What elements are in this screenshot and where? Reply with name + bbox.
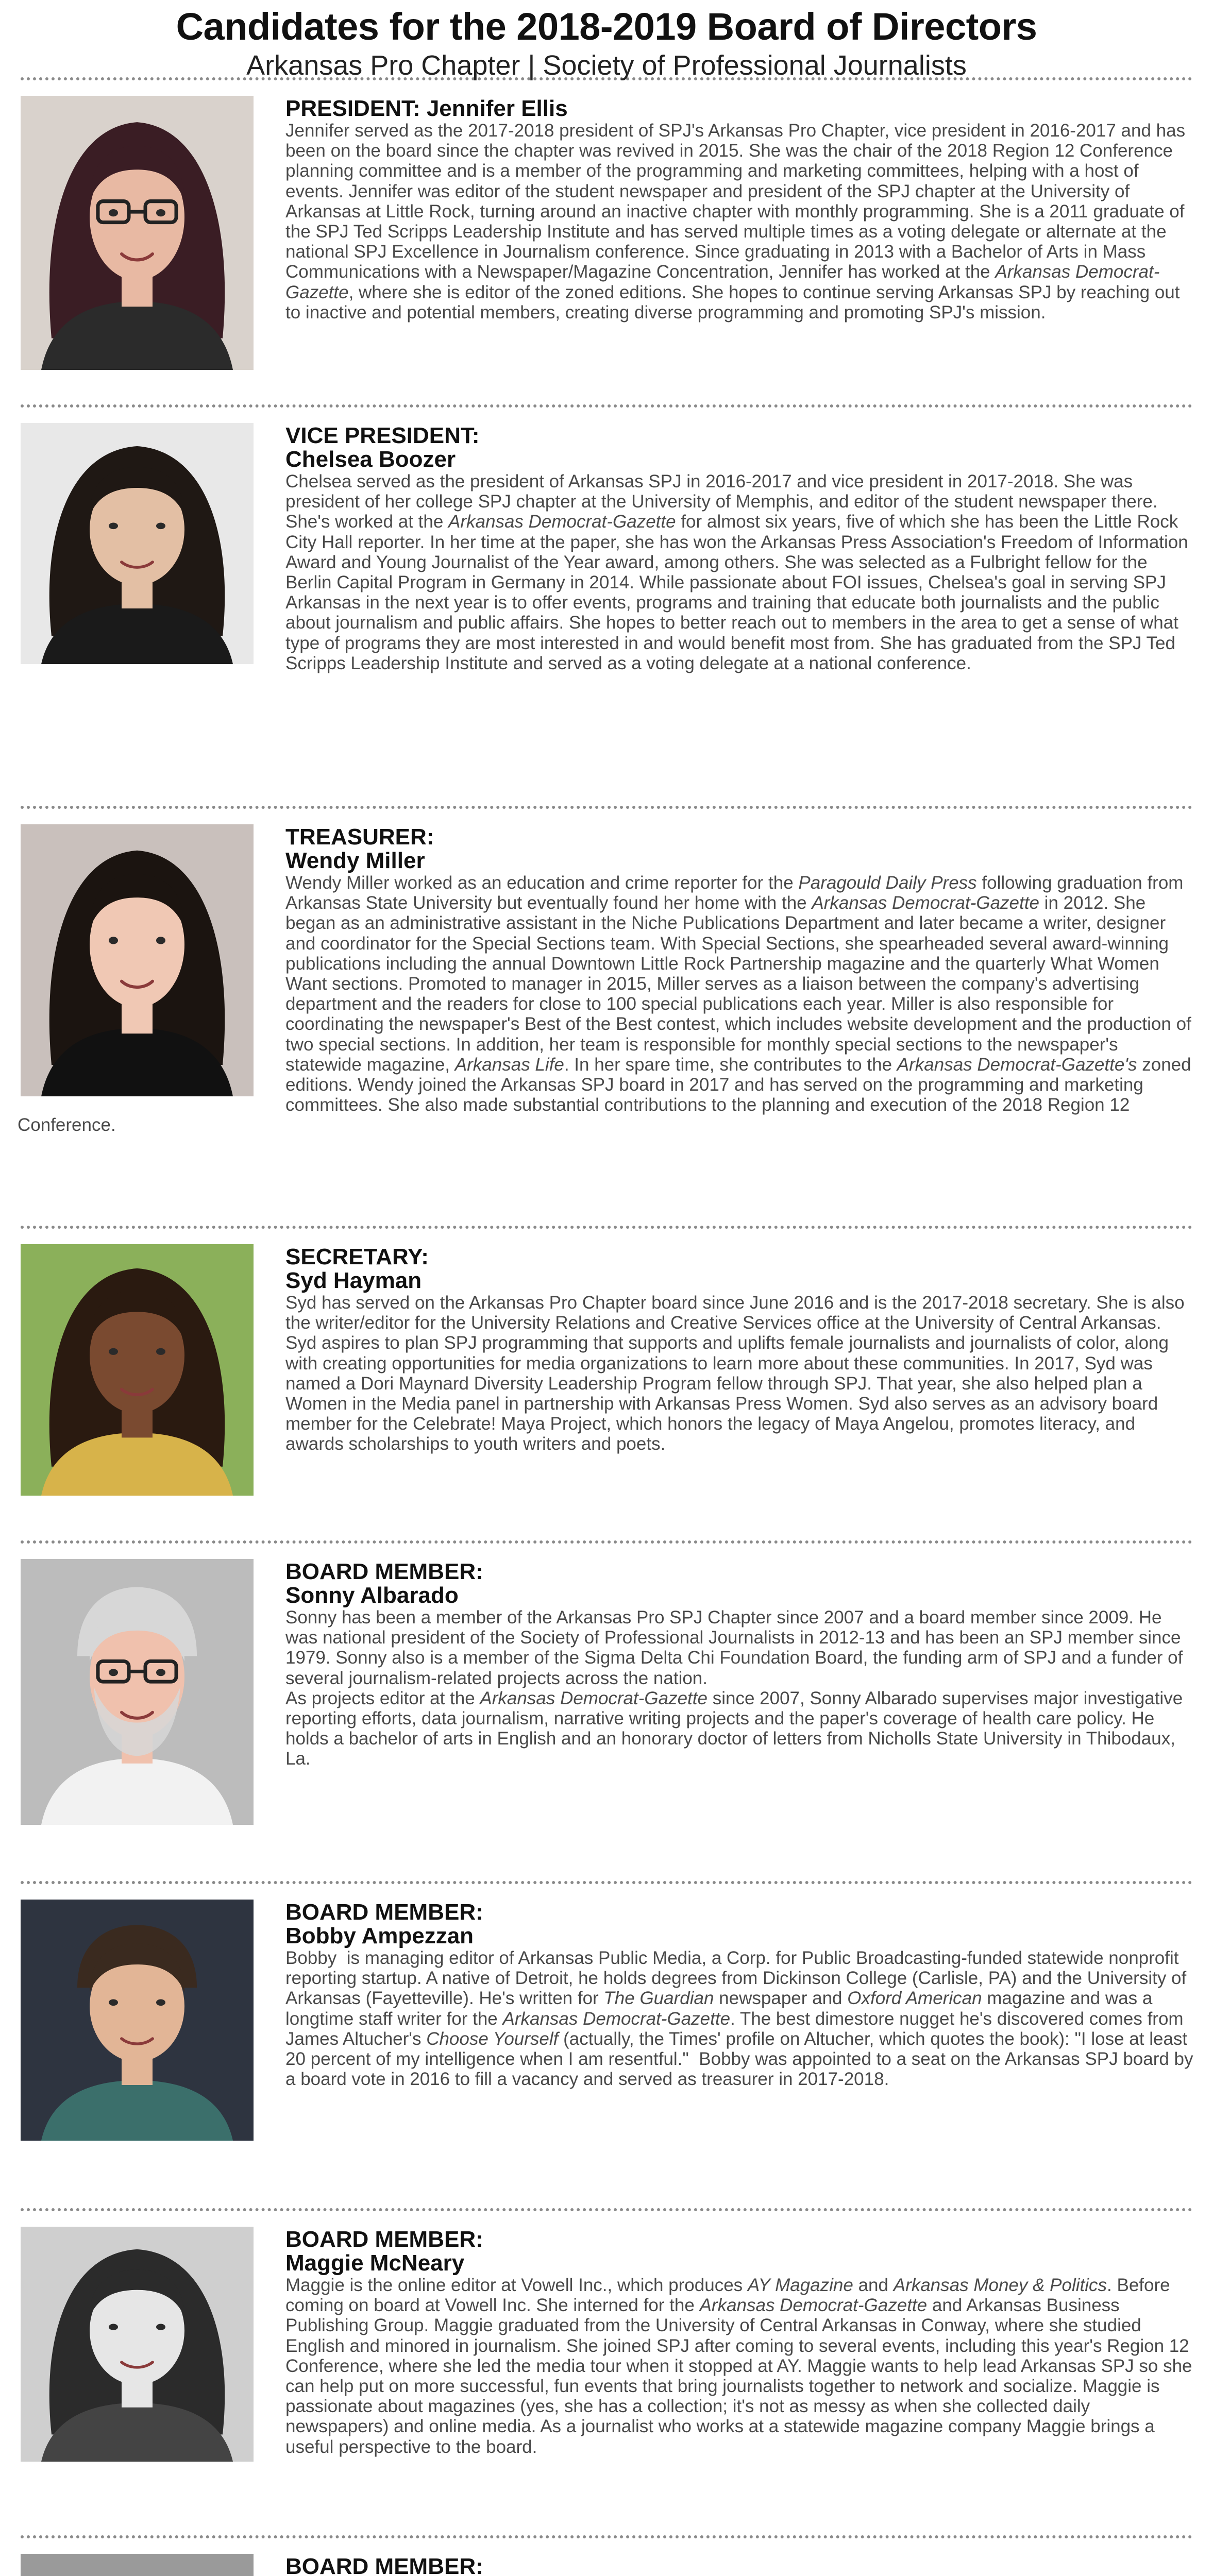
candidate-role: BOARD MEMBER: — [285, 2554, 483, 2576]
candidate-role: BOARD MEMBER: — [285, 2227, 483, 2252]
candidate-name: Wendy Miller — [285, 848, 425, 873]
candidate-profile — [18, 1884, 1195, 2208]
candidate-photo — [21, 2227, 254, 2462]
candidate-photo — [21, 824, 254, 1096]
candidate-photo — [21, 423, 254, 664]
candidate-role: VICE PRESIDENT: — [285, 423, 480, 448]
candidate-photo — [21, 2554, 254, 2576]
candidate-profile — [18, 1229, 1195, 1540]
candidate-profile — [18, 2538, 1195, 2576]
candidate-profile — [18, 1544, 1195, 1881]
candidate-profile — [18, 408, 1195, 806]
candidate-list — [18, 77, 1195, 2576]
candidate-bio: Chelsea served as the president of Arkansas SPJ in 2016-2017 and vice president in 2017-2018. She was president of her college SPJ chapter at the University of Memphis, and editor of the student newspaper there. She's worked at the Arkansas Democrat-Gazette for almost six years, five of which she has been the Little Rock City Hall reporter. In her time at the paper, she has won the Arkansas Press Association's Freedom of Information Award and Young Journalist of the Year award, among others. She was selected as a Fulbright fellow for the Berlin Capital Program in Germany in 2014. While passionate about FOI issues, Chelsea's goal in serving SPJ Arkansas in the next year is to offer events, programs and training that educate both journalists and the public about journalism and public affairs. She hopes to better reach out to members in the area to get a sense of what type of programs they are most interested in and would benefit most from. She has graduated from the SPJ Ted Scripps Leadership Institute and served as a voting delegate at a national conference. — [285, 471, 1188, 673]
candidate-role: SECRETARY: — [285, 1244, 429, 1269]
candidate-photo — [21, 1244, 254, 1496]
candidate-role: TREASURER: — [285, 824, 434, 850]
candidate-role: BOARD MEMBER: — [285, 1559, 483, 1584]
candidate-name: Sonny Albarado — [285, 1583, 459, 1608]
candidate-photo — [21, 96, 254, 370]
candidate-bio: Wendy Miller worked as an education and crime reporter for the Paragould Daily Press following graduation from Arkansas State University but eventually found her home with the Arkansas Democrat-Gazette in 2012. She began as an administrative assistant in the Niche Publications Department and later became a writer, designer and coordinator for the Special Sections team. With Special Sections, she spearheaded several award-winning publications including the annual Downtown Little Rock Partnership magazine and the quarterly What Women Want sections. Promoted to manager in 2015, Miller serves as a liaison between the company's advertising department and the readers for close to 100 special publications each year. Miller is also responsible for coordinating the newspaper's Best of the Best contest, which includes website development and the production of two special sections. In addition, her team is responsible for monthly special sections to the newspaper's statewide magazine, Arkansas Life. In her spare time, she contributes to the Arkansas Democrat-Gazette's zoned editions. Wendy joined the Arkansas SPJ board in 2017 and has served on the programming and marketing committees. She also made substantial contributions to the planning and execution of the 2018 Region 12 Conference. — [18, 873, 1191, 1136]
candidate-name: Maggie McNeary — [285, 2250, 465, 2276]
candidate-bio: Maggie is the online editor at Vowell Inc., which produces AY Magazine and Arkansas Money & Politics. Before coming on board at Vowell Inc. She interned for the Arkansas Democrat-Gazette and Arkansas Business Publishing Group. Maggie graduated from the University of Central Arkansas in Conway, where she studied English and minored in journalism. She joined SPJ after coming to several events, including this year's Region 12 Conference, where she led the media tour when it stopped at AY. Maggie wants to help lead Arkansas SPJ so she can help put on more successful, fun events that bring journalists together to network and socialize. Maggie is passionate about magazines (yes, she has a collection; it's not as messy as when she collected daily newspapers) and online media. As a journalist who works at a statewide magazine company Maggie brings a useful perspective to the board. — [285, 2275, 1192, 2457]
candidate-profile — [18, 80, 1195, 404]
candidate-profile — [18, 2211, 1195, 2535]
candidate-profile — [18, 809, 1195, 1226]
page-title: Candidates for the 2018-2019 Board of Directors — [176, 5, 1037, 48]
candidate-bio: Bobby is managing editor of Arkansas Public Media, a Corp. for Public Broadcasting-funded statewide nonprofit reporting startup. A native of Detroit, he holds degrees from Dickinson College (Carlisle, PA) and the University of Arkansas (Fayetteville). He's written for The Guardian newspaper and Oxford American magazine and was a longtime staff writer for the Arkansas Democrat-Gazette. The best dimestore nugget he's discovered comes from James Altucher's Choose Yourself (actually, the Times' profile on Altucher, which quotes the book): "I lose at least 20 percent of my intelligence when I am resentful." Bobby was appointed to a seat on the Arkansas SPJ board by a board vote in 2016 to fill a vacancy and served as treasurer in 2017-2018. — [285, 1948, 1193, 2090]
candidate-bio: Jennifer served as the 2017-2018 president of SPJ's Arkansas Pro Chapter, vice president in 2016-2017 and has been on the board since the chapter was revived in 2015. She was the chair of the 2018 Region 12 Conference planning committee and is a member of the programming and marketing committees, helping with a host of events. Jennifer was editor of the student newspaper and president of the SPJ chapter at the University of Arkansas at Little Rock, turning around an inactive chapter with monthly programming. She is a 2011 graduate of the SPJ Ted Scripps Leadership Institute and has served multiple times as a voting delegate or alternate at the national SPJ Excellence in Journalism conference. Since graduating in 2013 with a Bachelor of Arts in Mass Communications with a Newspaper/Magazine Concentration, Jennifer has worked at the Arkansas Democrat-Gazette, where she is editor of the zoned editions. She hopes to continue serving Arkansas SPJ by reaching out to inactive and potential members, creating diverse programming and promoting SPJ's mission. — [285, 121, 1186, 323]
candidate-name: Chelsea Boozer — [285, 447, 456, 472]
candidate-name: Syd Hayman — [285, 1268, 422, 1293]
candidate-bio: Sonny has been a member of the Arkansas Pro SPJ Chapter since 2007 and a board member since 2009. He was national president of the Society of Professional Journalists in 2012-13 and has been an SPJ member since 1979. Sonny also is a member of the Sigma Delta Chi Foundation Board, the funding arm of SPJ and a funder of several journalism-related projects across the nation. As projects editor at the Arkansas Democrat-Gazette since 2007, Sonny Albarado supervises major investigative reporting efforts, data journalism, narrative writing projects and the paper's coverage of health care policy. He holds a bachelor of arts in English and an honorary doctor of letters from Nicholls State University in Thibodaux, La. — [285, 1607, 1183, 1769]
candidate-role: BOARD MEMBER: — [285, 1900, 483, 1925]
candidate-bio: Syd has served on the Arkansas Pro Chapter board since June 2016 and is the 2017-2018 secretary. She is also the writer/editor for the University Relations and Creative Services office at the University of Central Arkansas. Syd aspires to plan SPJ programming that supports and uplifts female journalists and journalists of color, along with creating opportunities for media organizations to learn more about these communities. In 2017, Syd was named a Dori Maynard Diversity Leadership Program fellow through SPJ. That year, she also helped plan a Women in the Media panel in partnership with Arkansas Press Women. Syd also serves as an advisory board member for the Celebrate! Maya Project, which honors the legacy of Maya Angelou, promotes literacy, and awards scholarships to youth writers and poets. — [285, 1293, 1185, 1454]
candidate-photo — [21, 1900, 254, 2141]
candidate-photo — [21, 1559, 254, 1825]
candidate-role: PRESIDENT: Jennifer Ellis — [285, 96, 568, 121]
candidate-name: Bobby Ampezzan — [285, 1923, 474, 1948]
page-subtitle: Arkansas Pro Chapter | Society of Professional Journalists — [246, 50, 967, 81]
page-header — [18, 0, 1195, 81]
